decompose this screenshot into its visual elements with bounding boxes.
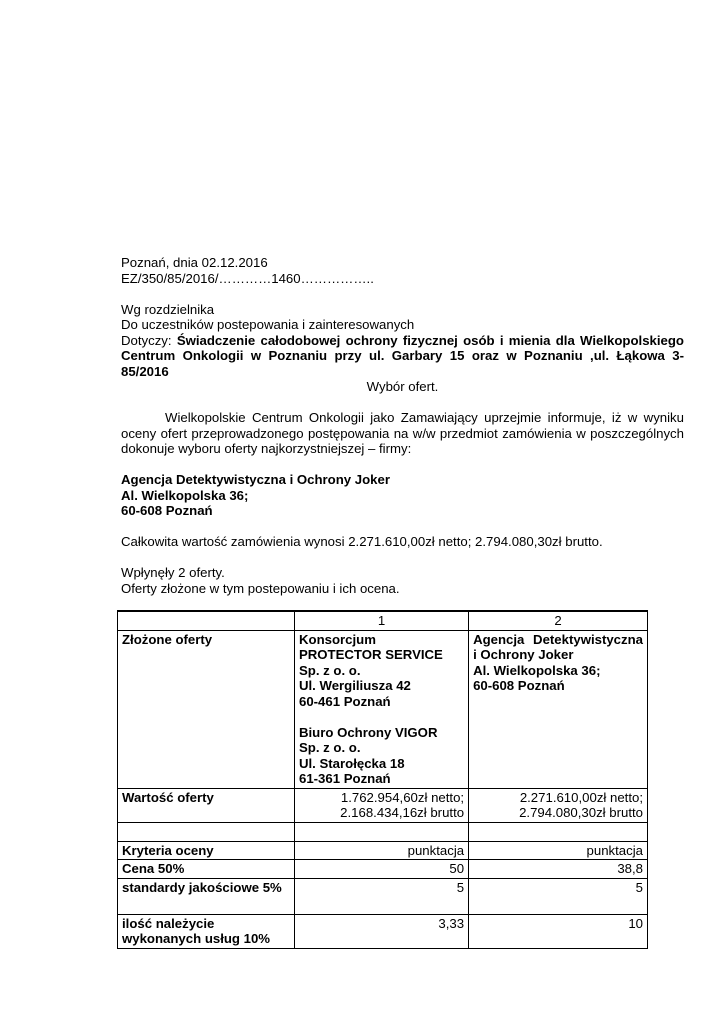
criteria-2: punktacja: [469, 841, 648, 860]
table-row-empty: [118, 822, 648, 841]
services-2: 10: [469, 914, 648, 948]
offer-1-net: 1.762.954,60zł netto;: [340, 789, 465, 805]
table-row-quality: [118, 878, 648, 914]
quality-2: 5: [469, 878, 648, 914]
price-label: Cena 50%: [118, 860, 295, 879]
offers-count: Wpłynęły 2 oferty.: [121, 565, 225, 580]
offer-2-first-line: [473, 632, 643, 648]
offer-2-net: 2.271.610,00zł netto;: [519, 789, 643, 805]
offers-label: Złożone oferty: [118, 630, 295, 788]
section-title: Wybór ofert.: [366, 379, 439, 394]
offer-1-line: PROTECTOR SERVICE: [298, 647, 443, 662]
subject-text-1: Świadczenie całodobowej ochrony fizycznej osób i mienia dla Wielkopolskiego: [176, 332, 684, 348]
offer-2-word: Agencja: [473, 631, 525, 647]
offer-1-line: Sp. z o. o.: [298, 740, 361, 755]
empty-cell: [469, 822, 648, 841]
services-label-line: ilość należycie: [122, 915, 215, 931]
offer-1-line: Ul. Wergiliusza 42: [298, 678, 411, 693]
table-row-criteria: [118, 841, 648, 860]
winner-street: Al. Wielkopolska 36;: [121, 487, 249, 503]
criteria-label: Kryteria oceny: [118, 841, 295, 860]
table-corner-cell: [118, 611, 295, 630]
offer-1-line: Ul. Starołęcka 18: [298, 755, 405, 771]
services-label: [118, 914, 295, 948]
offer-2-word: Detektywistyczna: [533, 631, 643, 647]
table-row-header: [118, 611, 648, 630]
empty-cell: [118, 822, 295, 841]
quality-label: standardy jakościowe 5%: [118, 878, 295, 914]
letter-reference: EZ/350/85/2016/…………1460……………..: [121, 270, 374, 286]
services-label-line: wykonanych usług 10%: [122, 931, 271, 946]
subject-line-3: 85/2016: [121, 363, 169, 379]
criteria-1: punktacja: [294, 841, 468, 860]
offer-1-details: [294, 630, 468, 788]
letter-body: [121, 255, 684, 596]
price-1: 50: [294, 860, 468, 879]
empty-cell: [294, 822, 468, 841]
subject-line-1: [121, 333, 684, 349]
value-label: Wartość oferty: [118, 788, 295, 822]
quality-1: 5: [294, 878, 468, 914]
services-1: 3,33: [294, 914, 468, 948]
offer-2-value: [469, 788, 648, 822]
total-value: Całkowita wartość zamówienia wynosi 2.271.610,00zł netto; 2.794.080,30zł brutto.: [121, 534, 603, 549]
subject-prefix: Dotyczy:: [121, 332, 177, 348]
offer-2-gross: 2.794.080,30zł brutto: [519, 805, 643, 820]
col-header-2: 2: [469, 611, 648, 630]
offer-1-line: Sp. z o. o.: [298, 662, 361, 678]
col-header-1: 1: [294, 611, 468, 630]
offer-1-line: Biuro Ochrony VIGOR: [298, 724, 438, 740]
winner-name: Agencja Detektywistyczna i Ochrony Joker: [121, 472, 390, 487]
offer-1-line: 61-361 Poznań: [298, 771, 391, 786]
subject-line-2: Centrum Onkologii w Poznaniu przy ul. Garbary 15 oraz w Poznaniu ,ul. Łąkowa 3-: [121, 348, 684, 363]
letter-date: Poznań, dnia 02.12.2016: [121, 255, 268, 270]
intro-line-2: oceny ofert przeprowadzonego postępowania na w/w przedmiot zamówienia w poszczególnych: [121, 425, 684, 441]
offer-1-line: Konsorcjum: [298, 631, 376, 647]
offer-1-value: [294, 788, 468, 822]
offer-2-line: i Ochrony Joker: [473, 647, 574, 662]
table-row-services: [118, 914, 648, 948]
intro-line-3: dokonuje wyboru oferty najkorzystniejszej – firmy:: [121, 441, 412, 456]
addressees: Do uczestników postepowania i zainteresowanych: [121, 317, 415, 332]
offer-1-spacer: [299, 709, 464, 725]
offer-2-line: Al. Wielkopolska 36;: [473, 662, 601, 678]
price-2: 38,8: [469, 860, 648, 879]
offers-intro: Oferty złożone w tym postepowaniu i ich ocena.: [121, 580, 400, 596]
winner-city: 60-608 Poznań: [121, 503, 213, 518]
offer-1-gross: 2.168.434,16zł brutto: [340, 805, 465, 820]
distribution-note: Wg rozdzielnika: [121, 301, 215, 317]
intro-line-1: Wielkopolskie Centrum Onkologii jako Zamawiający uprzejmie informuje, iż w wyniku: [165, 410, 684, 425]
table-row-value: [118, 788, 648, 822]
offer-2-line: 60-608 Poznań: [473, 678, 565, 693]
table-row-price: [118, 860, 648, 879]
table-row-offers: [118, 630, 648, 788]
offer-2-details: [469, 630, 648, 788]
offers-table: [117, 610, 648, 949]
offer-1-line: 60-461 Poznań: [298, 693, 391, 709]
